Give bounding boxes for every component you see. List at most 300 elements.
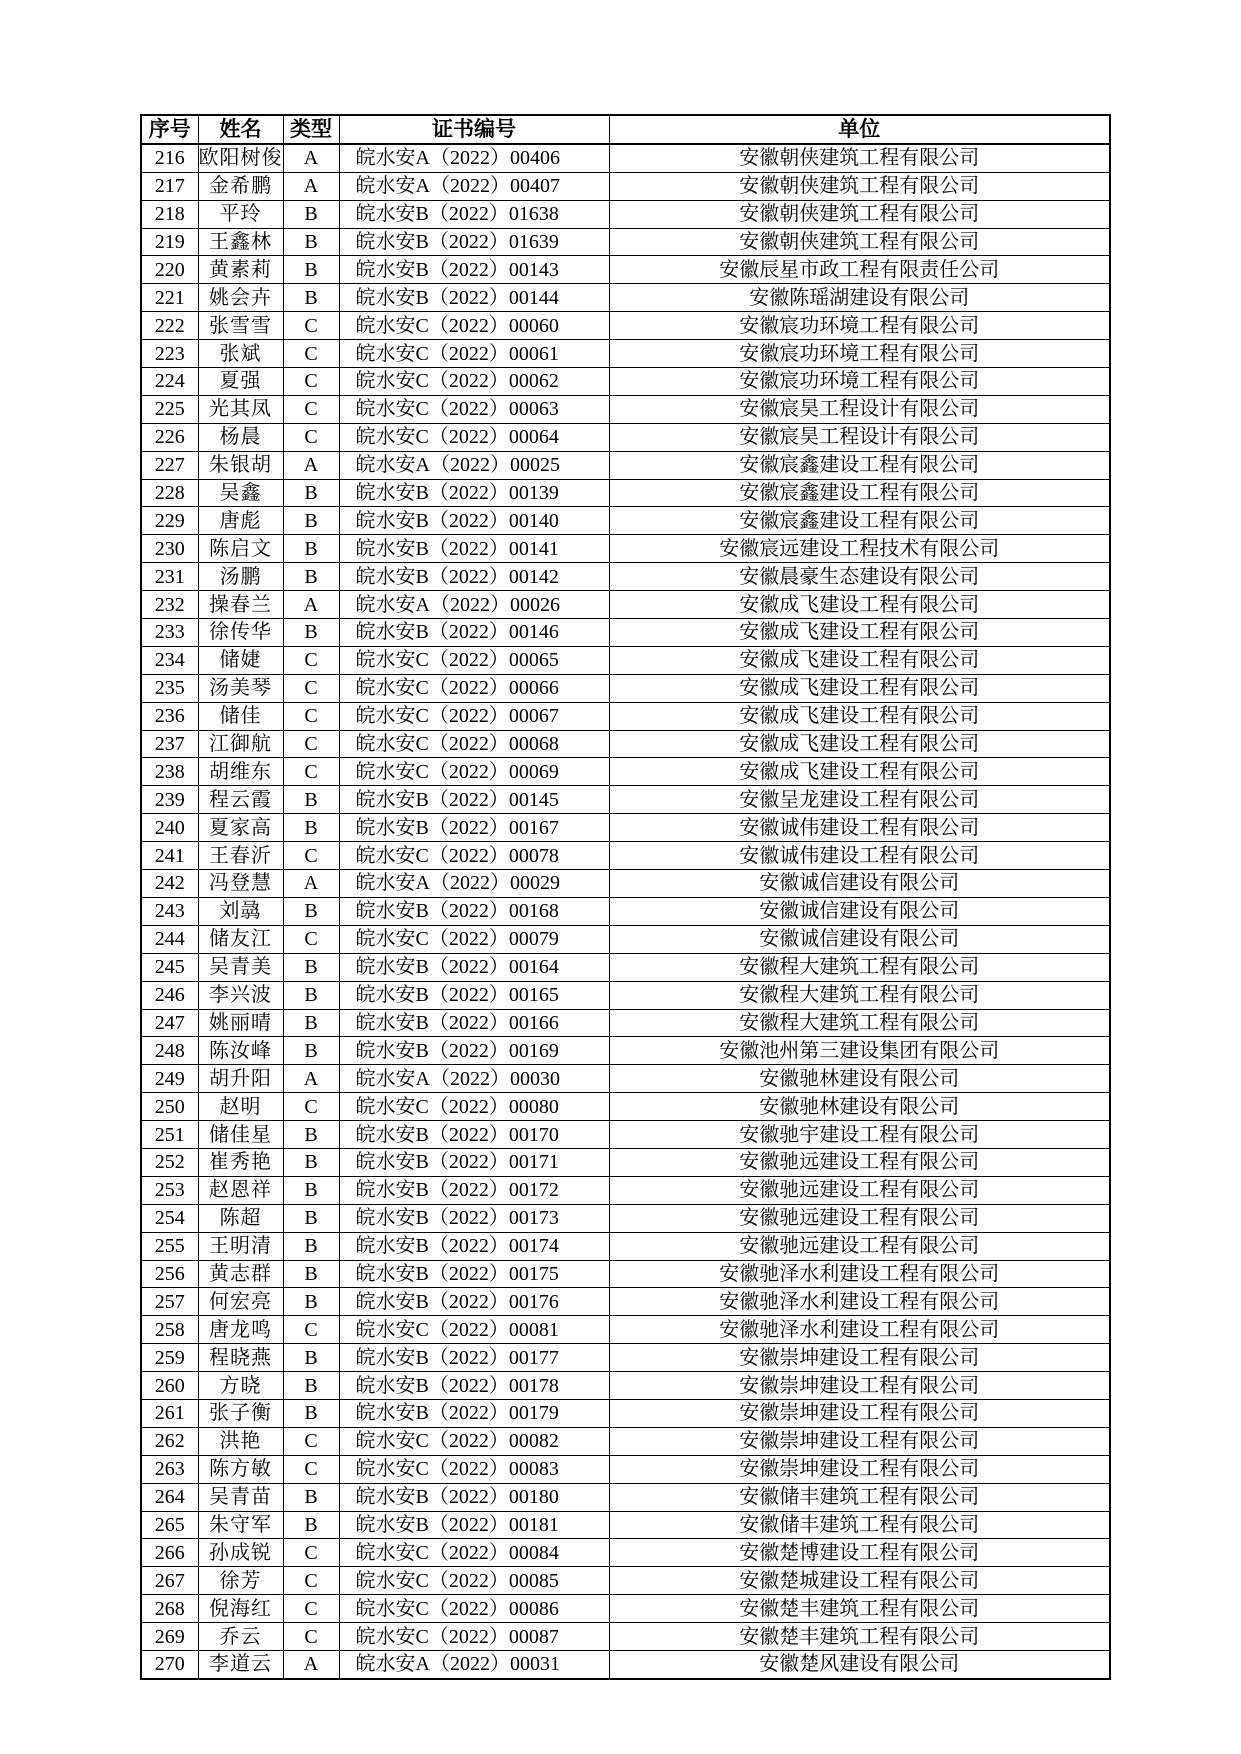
unit-cell: 安徽辰星市政工程有限责任公司 — [609, 256, 1110, 284]
type-cell: B — [283, 953, 339, 981]
certificate-number-cell: 皖水安B（2022）00146 — [339, 619, 609, 647]
certificate-number-cell: 皖水安C（2022）00081 — [339, 1316, 609, 1344]
certificate-number-cell: 皖水安A（2022）00031 — [339, 1650, 609, 1678]
certificate-number-cell: 皖水安C（2022）00084 — [339, 1539, 609, 1567]
table-row — [141, 1595, 1110, 1623]
table-row — [141, 1037, 1110, 1065]
type-cell: B — [283, 981, 339, 1009]
unit-cell: 安徽驰泽水利建设工程有限公司 — [609, 1288, 1110, 1316]
certificate-number-cell: 皖水安C（2022）00079 — [339, 925, 609, 953]
serial-cell: 223 — [141, 340, 198, 368]
table-row — [141, 1148, 1110, 1176]
type-cell: A — [283, 144, 339, 172]
table-row — [141, 312, 1110, 340]
type-cell: B — [283, 535, 339, 563]
name-cell: 张斌 — [198, 340, 283, 368]
name-cell: 赵明 — [198, 1093, 283, 1121]
certificate-number-cell: 皖水安A（2022）00406 — [339, 144, 609, 172]
type-cell: C — [283, 674, 339, 702]
table-row — [141, 144, 1110, 172]
type-cell: C — [283, 423, 339, 451]
unit-cell: 安徽宸功环境工程有限公司 — [609, 340, 1110, 368]
unit-cell: 安徽宸鑫建设工程有限公司 — [609, 507, 1110, 535]
type-cell: A — [283, 451, 339, 479]
certificate-number-cell: 皖水安C（2022）00087 — [339, 1623, 609, 1651]
serial-cell: 243 — [141, 897, 198, 925]
table-row — [141, 172, 1110, 200]
table-row — [141, 228, 1110, 256]
serial-cell: 228 — [141, 479, 198, 507]
unit-cell: 安徽楚城建设工程有限公司 — [609, 1567, 1110, 1595]
type-cell: C — [283, 730, 339, 758]
name-cell: 赵恩祥 — [198, 1176, 283, 1204]
type-cell: B — [283, 1148, 339, 1176]
name-cell: 黄素莉 — [198, 256, 283, 284]
certificate-number-cell: 皖水安B（2022）00144 — [339, 284, 609, 312]
name-cell: 陈方敏 — [198, 1455, 283, 1483]
serial-cell: 221 — [141, 284, 198, 312]
type-cell: B — [283, 563, 339, 591]
serial-cell: 227 — [141, 451, 198, 479]
certificate-number-cell: 皖水安C（2022）00062 — [339, 368, 609, 396]
serial-cell: 237 — [141, 730, 198, 758]
certificate-table — [140, 114, 1111, 1680]
type-cell: C — [283, 1316, 339, 1344]
table-body — [141, 144, 1110, 1679]
serial-cell: 247 — [141, 1009, 198, 1037]
unit-cell: 安徽驰宇建设工程有限公司 — [609, 1121, 1110, 1149]
certificate-number-cell: 皖水安C（2022）00060 — [339, 312, 609, 340]
table-row — [141, 1483, 1110, 1511]
header-row — [141, 115, 1110, 144]
name-cell: 夏家高 — [198, 814, 283, 842]
table-row — [141, 1344, 1110, 1372]
table-row — [141, 674, 1110, 702]
table-row — [141, 646, 1110, 674]
unit-cell: 安徽驰林建设有限公司 — [609, 1065, 1110, 1093]
certificate-number-cell: 皖水安C（2022）00061 — [339, 340, 609, 368]
name-cell: 储佳星 — [198, 1121, 283, 1149]
serial-cell: 230 — [141, 535, 198, 563]
table-row — [141, 1567, 1110, 1595]
certificate-number-cell: 皖水安B（2022）01638 — [339, 200, 609, 228]
unit-cell: 安徽成飞建设工程有限公司 — [609, 702, 1110, 730]
table-row — [141, 1093, 1110, 1121]
name-cell: 夏强 — [198, 368, 283, 396]
certificate-number-cell: 皖水安C（2022）00063 — [339, 395, 609, 423]
name-cell: 胡维东 — [198, 758, 283, 786]
unit-cell: 安徽成飞建设工程有限公司 — [609, 591, 1110, 619]
table-row — [141, 842, 1110, 870]
serial-cell: 220 — [141, 256, 198, 284]
serial-cell: 224 — [141, 368, 198, 396]
unit-cell: 安徽朝侠建筑工程有限公司 — [609, 172, 1110, 200]
certificate-number-cell: 皖水安B（2022）00175 — [339, 1260, 609, 1288]
unit-cell: 安徽程大建筑工程有限公司 — [609, 953, 1110, 981]
table-row — [141, 730, 1110, 758]
type-cell: C — [283, 368, 339, 396]
type-cell: B — [283, 1344, 339, 1372]
unit-cell: 安徽宸功环境工程有限公司 — [609, 368, 1110, 396]
certificate-number-cell: 皖水安C（2022）00083 — [339, 1455, 609, 1483]
serial-cell: 226 — [141, 423, 198, 451]
serial-cell: 222 — [141, 312, 198, 340]
table-row — [141, 702, 1110, 730]
type-cell: C — [283, 312, 339, 340]
name-cell: 李道云 — [198, 1650, 283, 1678]
type-cell: C — [283, 1539, 339, 1567]
name-cell: 储友江 — [198, 925, 283, 953]
certificate-number-cell: 皖水安B（2022）01639 — [339, 228, 609, 256]
serial-cell: 232 — [141, 591, 198, 619]
name-cell: 储佳 — [198, 702, 283, 730]
certificate-number-cell: 皖水安B（2022）00164 — [339, 953, 609, 981]
unit-cell: 安徽成飞建设工程有限公司 — [609, 730, 1110, 758]
serial-cell: 240 — [141, 814, 198, 842]
type-cell: B — [283, 1260, 339, 1288]
serial-cell: 235 — [141, 674, 198, 702]
certificate-number-cell: 皖水安B（2022）00142 — [339, 563, 609, 591]
unit-cell: 安徽宸鑫建设工程有限公司 — [609, 451, 1110, 479]
table-row — [141, 256, 1110, 284]
type-cell: A — [283, 1650, 339, 1678]
certificate-number-cell: 皖水安C（2022）00067 — [339, 702, 609, 730]
type-cell: B — [283, 1232, 339, 1260]
name-cell: 储婕 — [198, 646, 283, 674]
serial-cell: 270 — [141, 1650, 198, 1678]
unit-cell: 安徽驰泽水利建设工程有限公司 — [609, 1316, 1110, 1344]
type-cell: B — [283, 786, 339, 814]
table-row — [141, 368, 1110, 396]
name-cell: 陈超 — [198, 1204, 283, 1232]
unit-cell: 安徽驰远建设工程有限公司 — [609, 1148, 1110, 1176]
name-cell: 程晓燕 — [198, 1344, 283, 1372]
serial-cell: 264 — [141, 1483, 198, 1511]
certificate-number-cell: 皖水安A（2022）00025 — [339, 451, 609, 479]
serial-cell: 249 — [141, 1065, 198, 1093]
unit-cell: 安徽驰远建设工程有限公司 — [609, 1232, 1110, 1260]
table-row — [141, 395, 1110, 423]
certificate-number-cell: 皖水安C（2022）00066 — [339, 674, 609, 702]
name-cell: 欧阳树俊 — [198, 144, 283, 172]
type-cell: B — [283, 1009, 339, 1037]
certificate-number-cell: 皖水安B（2022）00181 — [339, 1511, 609, 1539]
unit-cell: 安徽储丰建筑工程有限公司 — [609, 1511, 1110, 1539]
name-cell: 汤美琴 — [198, 674, 283, 702]
table-row — [141, 1650, 1110, 1678]
serial-cell: 268 — [141, 1595, 198, 1623]
table-row — [141, 786, 1110, 814]
table-row — [141, 897, 1110, 925]
certificate-number-cell: 皖水安B（2022）00143 — [339, 256, 609, 284]
name-cell: 金希鹏 — [198, 172, 283, 200]
table-row — [141, 925, 1110, 953]
serial-cell: 236 — [141, 702, 198, 730]
serial-cell: 254 — [141, 1204, 198, 1232]
serial-cell: 262 — [141, 1427, 198, 1455]
header-unit: 单位 — [609, 115, 1110, 144]
unit-cell: 安徽崇坤建设工程有限公司 — [609, 1455, 1110, 1483]
table-row — [141, 1065, 1110, 1093]
certificate-number-cell: 皖水安C（2022）00069 — [339, 758, 609, 786]
type-cell: B — [283, 1204, 339, 1232]
serial-cell: 238 — [141, 758, 198, 786]
type-cell: A — [283, 591, 339, 619]
table-row — [141, 814, 1110, 842]
table-row — [141, 591, 1110, 619]
unit-cell: 安徽晨豪生态建设有限公司 — [609, 563, 1110, 591]
unit-cell: 安徽成飞建设工程有限公司 — [609, 674, 1110, 702]
name-cell: 倪海红 — [198, 1595, 283, 1623]
unit-cell: 安徽驰远建设工程有限公司 — [609, 1204, 1110, 1232]
type-cell: B — [283, 1288, 339, 1316]
type-cell: B — [283, 256, 339, 284]
unit-cell: 安徽程大建筑工程有限公司 — [609, 1009, 1110, 1037]
table-row — [141, 1288, 1110, 1316]
certificate-number-cell: 皖水安B（2022）00179 — [339, 1399, 609, 1427]
name-cell: 吴青苗 — [198, 1483, 283, 1511]
unit-cell: 安徽成飞建设工程有限公司 — [609, 758, 1110, 786]
table-row — [141, 981, 1110, 1009]
table-row — [141, 1539, 1110, 1567]
name-cell: 王明清 — [198, 1232, 283, 1260]
type-cell: C — [283, 1427, 339, 1455]
unit-cell: 安徽崇坤建设工程有限公司 — [609, 1399, 1110, 1427]
unit-cell: 安徽成飞建设工程有限公司 — [609, 646, 1110, 674]
type-cell: B — [283, 814, 339, 842]
type-cell: B — [283, 1121, 339, 1149]
serial-cell: 217 — [141, 172, 198, 200]
name-cell: 朱银胡 — [198, 451, 283, 479]
type-cell: B — [283, 897, 339, 925]
certificate-number-cell: 皖水安A（2022）00029 — [339, 870, 609, 898]
unit-cell: 安徽宸鑫建设工程有限公司 — [609, 479, 1110, 507]
name-cell: 吴青美 — [198, 953, 283, 981]
unit-cell: 安徽诚伟建设工程有限公司 — [609, 842, 1110, 870]
name-cell: 杨晨 — [198, 423, 283, 451]
serial-cell: 218 — [141, 200, 198, 228]
table-row — [141, 1009, 1110, 1037]
type-cell: C — [283, 340, 339, 368]
serial-cell: 246 — [141, 981, 198, 1009]
unit-cell: 安徽朝侠建筑工程有限公司 — [609, 144, 1110, 172]
name-cell: 何宏亮 — [198, 1288, 283, 1316]
unit-cell: 安徽楚丰建筑工程有限公司 — [609, 1623, 1110, 1651]
type-cell: B — [283, 228, 339, 256]
serial-cell: 258 — [141, 1316, 198, 1344]
type-cell: A — [283, 172, 339, 200]
certificate-number-cell: 皖水安B（2022）00176 — [339, 1288, 609, 1316]
name-cell: 陈启文 — [198, 535, 283, 563]
certificate-number-cell: 皖水安B（2022）00168 — [339, 897, 609, 925]
type-cell: A — [283, 870, 339, 898]
certificate-number-cell: 皖水安B（2022）00145 — [339, 786, 609, 814]
table-row — [141, 284, 1110, 312]
name-cell: 胡升阳 — [198, 1065, 283, 1093]
certificate-number-cell: 皖水安B（2022）00174 — [339, 1232, 609, 1260]
certificate-number-cell: 皖水安B（2022）00169 — [339, 1037, 609, 1065]
name-cell: 朱守军 — [198, 1511, 283, 1539]
certificate-number-cell: 皖水安B（2022）00140 — [339, 507, 609, 535]
table-row — [141, 1316, 1110, 1344]
name-cell: 姚会卉 — [198, 284, 283, 312]
table-row — [141, 479, 1110, 507]
certificate-number-cell: 皖水安B（2022）00167 — [339, 814, 609, 842]
certificate-number-cell: 皖水安C（2022）00085 — [339, 1567, 609, 1595]
certificate-number-cell: 皖水安B（2022）00180 — [339, 1483, 609, 1511]
unit-cell: 安徽朝侠建筑工程有限公司 — [609, 200, 1110, 228]
type-cell: C — [283, 925, 339, 953]
name-cell: 方晓 — [198, 1372, 283, 1400]
unit-cell: 安徽陈瑶湖建设有限公司 — [609, 284, 1110, 312]
certificate-number-cell: 皖水安B（2022）00139 — [339, 479, 609, 507]
serial-cell: 260 — [141, 1372, 198, 1400]
type-cell: B — [283, 1511, 339, 1539]
table-row — [141, 200, 1110, 228]
unit-cell: 安徽楚博建设工程有限公司 — [609, 1539, 1110, 1567]
type-cell: B — [283, 284, 339, 312]
unit-cell: 安徽程大建筑工程有限公司 — [609, 981, 1110, 1009]
table-row — [141, 1232, 1110, 1260]
table-row — [141, 758, 1110, 786]
serial-cell: 265 — [141, 1511, 198, 1539]
unit-cell: 安徽宸远建设工程技术有限公司 — [609, 535, 1110, 563]
table-row — [141, 451, 1110, 479]
unit-cell: 安徽崇坤建设工程有限公司 — [609, 1427, 1110, 1455]
serial-cell: 266 — [141, 1539, 198, 1567]
certificate-number-cell: 皖水安A（2022）00407 — [339, 172, 609, 200]
name-cell: 刘骉 — [198, 897, 283, 925]
name-cell: 陈汝峰 — [198, 1037, 283, 1065]
type-cell: C — [283, 1567, 339, 1595]
certificate-number-cell: 皖水安B（2022）00166 — [339, 1009, 609, 1037]
name-cell: 徐传华 — [198, 619, 283, 647]
table-row — [141, 1623, 1110, 1651]
unit-cell: 安徽驰远建设工程有限公司 — [609, 1176, 1110, 1204]
serial-cell: 233 — [141, 619, 198, 647]
serial-cell: 267 — [141, 1567, 198, 1595]
table-row — [141, 1511, 1110, 1539]
unit-cell: 安徽宸功环境工程有限公司 — [609, 312, 1110, 340]
unit-cell: 安徽呈龙建设工程有限公司 — [609, 786, 1110, 814]
name-cell: 乔云 — [198, 1623, 283, 1651]
serial-cell: 263 — [141, 1455, 198, 1483]
header-certificate-number: 证书编号 — [339, 115, 609, 144]
name-cell: 黄志群 — [198, 1260, 283, 1288]
table-row — [141, 870, 1110, 898]
certificate-number-cell: 皖水安C（2022）00080 — [339, 1093, 609, 1121]
certificate-number-cell: 皖水安C（2022）00064 — [339, 423, 609, 451]
unit-cell: 安徽储丰建筑工程有限公司 — [609, 1483, 1110, 1511]
table-row — [141, 953, 1110, 981]
table-row — [141, 1427, 1110, 1455]
unit-cell: 安徽宸昊工程设计有限公司 — [609, 395, 1110, 423]
name-cell: 徐芳 — [198, 1567, 283, 1595]
certificate-number-cell: 皖水安C（2022）00065 — [339, 646, 609, 674]
unit-cell: 安徽宸昊工程设计有限公司 — [609, 423, 1110, 451]
name-cell: 张子衡 — [198, 1399, 283, 1427]
name-cell: 王春沂 — [198, 842, 283, 870]
certificate-number-cell: 皖水安B（2022）00171 — [339, 1148, 609, 1176]
name-cell: 唐彪 — [198, 507, 283, 535]
table-row — [141, 1204, 1110, 1232]
name-cell: 江御航 — [198, 730, 283, 758]
serial-cell: 245 — [141, 953, 198, 981]
serial-cell: 231 — [141, 563, 198, 591]
serial-cell: 229 — [141, 507, 198, 535]
certificate-number-cell: 皖水安A（2022）00026 — [339, 591, 609, 619]
serial-cell: 234 — [141, 646, 198, 674]
table-row — [141, 619, 1110, 647]
type-cell: B — [283, 1372, 339, 1400]
serial-cell: 239 — [141, 786, 198, 814]
serial-cell: 219 — [141, 228, 198, 256]
name-cell: 崔秀艳 — [198, 1148, 283, 1176]
serial-cell: 253 — [141, 1176, 198, 1204]
type-cell: C — [283, 1455, 339, 1483]
unit-cell: 安徽崇坤建设工程有限公司 — [609, 1344, 1110, 1372]
name-cell: 唐龙鸣 — [198, 1316, 283, 1344]
certificate-number-cell: 皖水安B（2022）00178 — [339, 1372, 609, 1400]
unit-cell: 安徽诚信建设有限公司 — [609, 925, 1110, 953]
name-cell: 洪艳 — [198, 1427, 283, 1455]
certificate-number-cell: 皖水安C（2022）00082 — [339, 1427, 609, 1455]
serial-cell: 256 — [141, 1260, 198, 1288]
serial-cell: 225 — [141, 395, 198, 423]
unit-cell: 安徽成飞建设工程有限公司 — [609, 619, 1110, 647]
type-cell: C — [283, 1623, 339, 1651]
type-cell: C — [283, 646, 339, 674]
serial-cell: 261 — [141, 1399, 198, 1427]
name-cell: 光其凤 — [198, 395, 283, 423]
unit-cell: 安徽诚伟建设工程有限公司 — [609, 814, 1110, 842]
serial-cell: 251 — [141, 1121, 198, 1149]
unit-cell: 安徽楚风建设有限公司 — [609, 1650, 1110, 1678]
serial-cell: 250 — [141, 1093, 198, 1121]
name-cell: 吴鑫 — [198, 479, 283, 507]
type-cell: C — [283, 702, 339, 730]
certificate-number-cell: 皖水安C（2022）00068 — [339, 730, 609, 758]
name-cell: 汤鹏 — [198, 563, 283, 591]
table-row — [141, 1260, 1110, 1288]
serial-cell: 257 — [141, 1288, 198, 1316]
certificate-number-cell: 皖水安B（2022）00173 — [339, 1204, 609, 1232]
name-cell: 操春兰 — [198, 591, 283, 619]
name-cell: 孙成锐 — [198, 1539, 283, 1567]
table-row — [141, 340, 1110, 368]
unit-cell: 安徽崇坤建设工程有限公司 — [609, 1372, 1110, 1400]
serial-cell: 244 — [141, 925, 198, 953]
header-type: 类型 — [283, 115, 339, 144]
certificate-number-cell: 皖水安B（2022）00177 — [339, 1344, 609, 1372]
header-serial: 序号 — [141, 115, 198, 144]
name-cell: 张雪雪 — [198, 312, 283, 340]
unit-cell: 安徽驰泽水利建设工程有限公司 — [609, 1260, 1110, 1288]
unit-cell: 安徽楚丰建筑工程有限公司 — [609, 1595, 1110, 1623]
serial-cell: 269 — [141, 1623, 198, 1651]
serial-cell: 242 — [141, 870, 198, 898]
type-cell: B — [283, 200, 339, 228]
table-row — [141, 1176, 1110, 1204]
certificate-number-cell: 皖水安B（2022）00170 — [339, 1121, 609, 1149]
serial-cell: 255 — [141, 1232, 198, 1260]
name-cell: 程云霞 — [198, 786, 283, 814]
type-cell: B — [283, 619, 339, 647]
serial-cell: 252 — [141, 1148, 198, 1176]
header-name: 姓名 — [198, 115, 283, 144]
table-row — [141, 1372, 1110, 1400]
type-cell: C — [283, 395, 339, 423]
